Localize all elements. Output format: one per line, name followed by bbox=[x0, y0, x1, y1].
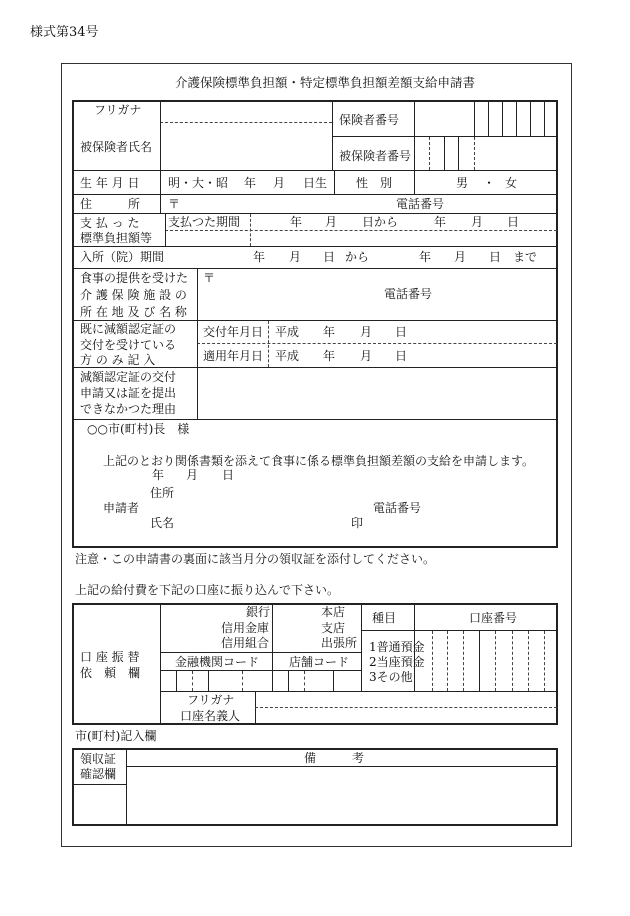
transfer-label-1: 口 座 振 替 bbox=[80, 650, 140, 664]
table-rule bbox=[160, 604, 161, 724]
app-month: 月 bbox=[186, 468, 199, 482]
sex-female[interactable]: 女 bbox=[505, 176, 518, 190]
birth-year-unit: 年 bbox=[244, 176, 257, 190]
paid-from-year: 年 bbox=[290, 215, 303, 229]
table-rule bbox=[361, 604, 362, 691]
bank-option[interactable]: 銀行 bbox=[246, 605, 271, 619]
apply-day: 日 bbox=[395, 349, 408, 363]
receipt-label-1: 領収証 bbox=[80, 752, 117, 766]
table-rule bbox=[73, 194, 558, 195]
shiten-option[interactable]: 支店 bbox=[321, 621, 346, 635]
sex-separator: ・ bbox=[483, 176, 496, 190]
acct-type-3[interactable]: 3その他 bbox=[369, 670, 413, 684]
account-number-label: 口座番号 bbox=[469, 611, 518, 625]
table-rule bbox=[160, 101, 161, 213]
adm-from: から bbox=[345, 250, 370, 264]
transfer-label-2: 依 頼 欄 bbox=[80, 666, 141, 680]
table-rule bbox=[165, 230, 557, 231]
shucchojo-option[interactable]: 出張所 bbox=[321, 636, 358, 650]
table-rule bbox=[176, 671, 177, 691]
birth-eras: 明・大・昭 bbox=[168, 176, 229, 190]
table-rule bbox=[160, 122, 332, 123]
table-rule bbox=[414, 171, 415, 194]
insured-name-label: 被保険者氏名 bbox=[80, 140, 153, 154]
paid-label-1: 支 払 っ た bbox=[80, 216, 140, 230]
table-rule bbox=[272, 604, 273, 691]
address-label: 住 所 bbox=[80, 197, 141, 211]
birth-month-unit: 月 bbox=[273, 176, 286, 190]
adm-to-month: 月 bbox=[454, 250, 467, 264]
shinkin-option[interactable]: 信用金庫 bbox=[221, 621, 270, 635]
table-rule bbox=[432, 631, 433, 691]
facility-postal-mark: 〒 bbox=[203, 271, 216, 285]
table-rule bbox=[73, 320, 558, 321]
adm-from-month: 月 bbox=[289, 250, 302, 264]
branch-code-label: 店舗コード bbox=[289, 655, 350, 669]
table-rule bbox=[73, 784, 126, 785]
insured-number-label: 被保険者番号 bbox=[339, 149, 412, 163]
apply-era: 平成 bbox=[275, 349, 300, 363]
kumiai-option[interactable]: 信用組合 bbox=[221, 636, 270, 650]
table-rule bbox=[334, 171, 335, 194]
adm-to-year: 年 bbox=[419, 250, 432, 264]
apply-month: 月 bbox=[360, 349, 373, 363]
table-rule bbox=[126, 749, 127, 825]
city-section-label: 市(町村)記入欄 bbox=[75, 729, 157, 743]
table-rule bbox=[73, 170, 558, 171]
holder-field[interactable] bbox=[258, 693, 555, 723]
paid-to-day: 日 bbox=[507, 215, 520, 229]
issue-day: 日 bbox=[395, 325, 408, 339]
table-rule bbox=[73, 367, 558, 368]
paid-to-month: 月 bbox=[471, 215, 484, 229]
applicant-address-label: 住所 bbox=[150, 486, 175, 500]
notice: 注意・この申請書の裏面に該当月分の領収証を添付してください。 bbox=[75, 552, 436, 566]
inst-code-label: 金融機関コード bbox=[175, 655, 260, 669]
remarks-label: 備 考 bbox=[304, 751, 365, 765]
insured-number-field[interactable] bbox=[416, 138, 556, 169]
paid-to-year: 年 bbox=[434, 215, 447, 229]
insured-name-field[interactable] bbox=[162, 126, 330, 168]
table-rule bbox=[304, 671, 305, 691]
apply-year: 年 bbox=[323, 349, 336, 363]
address-field[interactable] bbox=[180, 196, 380, 212]
table-rule bbox=[165, 214, 166, 246]
sex-label: 性 別 bbox=[356, 176, 393, 190]
table-rule bbox=[288, 671, 289, 691]
acct-type-2[interactable]: 2当座預金 bbox=[369, 655, 425, 669]
table-rule bbox=[73, 246, 558, 247]
adm-from-day: 日 bbox=[323, 250, 336, 264]
table-rule bbox=[161, 670, 361, 671]
adm-until: まで bbox=[513, 250, 538, 264]
form-title: 介護保険標準負担額・特定標準負担額差額支給申請書 bbox=[175, 75, 476, 90]
sex-male[interactable]: 男 bbox=[456, 176, 469, 190]
paid-from-day: 日から bbox=[362, 215, 399, 229]
facility-label-3: 所 在 地 及 び 名 称 bbox=[80, 305, 187, 319]
reason-label-2: 申請又は証を提出 bbox=[80, 386, 177, 400]
app-year: 年 bbox=[152, 468, 165, 482]
table-rule bbox=[528, 631, 529, 691]
paid-from-month: 月 bbox=[325, 215, 338, 229]
table-rule bbox=[512, 631, 513, 691]
form-number: 様式第34号 bbox=[30, 25, 99, 40]
table-rule bbox=[479, 631, 480, 691]
addressee: ○○市(町村)長 様 bbox=[87, 422, 190, 436]
reason-label-3: できなかつた理由 bbox=[80, 402, 177, 416]
table-rule bbox=[73, 419, 558, 420]
birth-label: 生 年 月 日 bbox=[80, 176, 140, 190]
issue-era: 平成 bbox=[275, 325, 300, 339]
reason-label-1: 減額認定証の交付 bbox=[80, 370, 177, 384]
paid-label-2: 標準負担額等 bbox=[80, 231, 153, 245]
table-rule bbox=[495, 631, 496, 691]
issue-year: 年 bbox=[323, 325, 336, 339]
table-rule bbox=[73, 268, 558, 269]
applicant-name-label: 氏名 bbox=[150, 516, 175, 530]
phone-label: 電話番号 bbox=[396, 197, 445, 211]
table-rule bbox=[126, 766, 557, 767]
table-rule bbox=[192, 671, 193, 691]
issue-date-label: 交付年月日 bbox=[203, 325, 264, 339]
table-rule bbox=[414, 101, 415, 170]
cert-label-2: 交付を受けている bbox=[80, 338, 177, 352]
table-rule bbox=[242, 671, 243, 691]
cert-label-1: 既に減額認定証の bbox=[80, 322, 177, 336]
table-rule bbox=[255, 692, 256, 724]
admission-label: 入所（院）期間 bbox=[80, 250, 165, 264]
insurer-number-label: 保険者番号 bbox=[339, 113, 400, 127]
table-rule bbox=[208, 671, 209, 691]
birth-day-unit: 日生 bbox=[303, 176, 328, 190]
table-rule bbox=[333, 671, 334, 691]
table-rule bbox=[161, 691, 557, 692]
reason-field[interactable] bbox=[199, 369, 555, 417]
table-rule bbox=[73, 213, 558, 214]
facility-label-1: 食事の提供を受けた bbox=[80, 271, 189, 285]
table-rule bbox=[268, 321, 269, 367]
table-rule bbox=[463, 631, 464, 691]
facility-phone-label: 電話番号 bbox=[384, 287, 433, 301]
app-day: 日 bbox=[222, 468, 235, 482]
table-rule bbox=[161, 652, 361, 653]
acct-type-1[interactable]: 1普通預金 bbox=[369, 640, 425, 654]
adm-to-day: 日 bbox=[489, 250, 502, 264]
type-label: 種目 bbox=[372, 611, 397, 625]
table-rule bbox=[447, 631, 448, 691]
honten-option[interactable]: 本店 bbox=[321, 605, 346, 619]
applicant-label: 申請者 bbox=[103, 501, 140, 515]
seal-mark: 印 bbox=[351, 516, 364, 530]
holder-furigana-label: フリガナ bbox=[187, 693, 235, 707]
applicant-phone-label: 電話番号 bbox=[373, 501, 422, 515]
facility-label-2: 介 護 保 険 施 設 の bbox=[80, 288, 187, 302]
transfer-note: 上記の給付費を下記の口座に振り込んで下さい。 bbox=[75, 583, 340, 597]
apply-date-label: 適用年月日 bbox=[203, 349, 264, 363]
postal-mark: 〒 bbox=[168, 197, 181, 211]
statement: 上記のとおり関係書類を添えて食事に係る標準負担額差額の支給を申請します。 bbox=[103, 454, 535, 468]
table-rule bbox=[197, 343, 557, 344]
furigana-label: フリガナ bbox=[94, 103, 142, 117]
cert-label-3: 方 の み 記 入 bbox=[80, 353, 156, 367]
receipt-label-2: 確認欄 bbox=[80, 767, 117, 781]
holder-label: 口座名義人 bbox=[180, 709, 241, 723]
table-rule bbox=[544, 631, 545, 691]
table-rule bbox=[197, 269, 198, 419]
paid-period-label: 支払つた期間 bbox=[168, 215, 241, 229]
insurer-number-field[interactable] bbox=[416, 102, 556, 135]
issue-month: 月 bbox=[360, 325, 373, 339]
table-rule bbox=[250, 214, 251, 246]
adm-from-year: 年 bbox=[253, 250, 266, 264]
table-rule bbox=[332, 101, 333, 170]
